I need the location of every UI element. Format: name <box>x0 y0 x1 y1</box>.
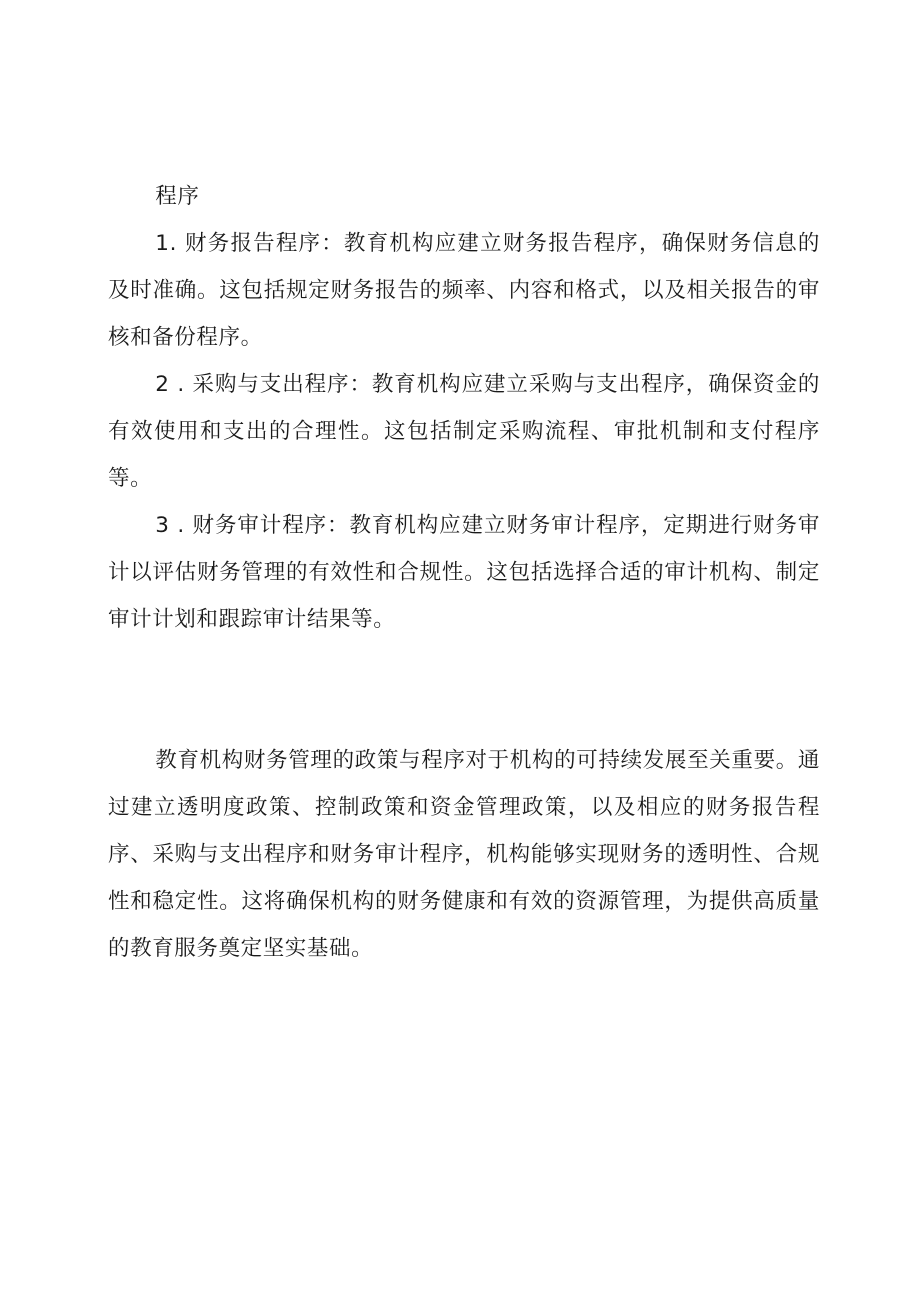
procedure-item-financial-audit: 3 . 财务审计程序：教育机构应建立财务审计程序，定期进行财务审计以评估财务管理的有效性和合规性。这包括选择合适的审计机构、制定审计计划和跟踪审计结果等。 <box>108 513 820 632</box>
section-spacer <box>108 643 820 737</box>
document-body <box>108 173 820 972</box>
section-heading: 程序 <box>155 184 200 209</box>
procedure-item-procurement-expenditure: 2 . 采购与支出程序：教育机构应建立采购与支出程序，确保资金的有效使用和支出的合理性。这包括制定采购流程、审批机制和支付程序等。 <box>108 372 820 491</box>
conclusion-paragraph: 教育机构财务管理的政策与程序对于机构的可持续发展至关重要。通过建立透明度政策、控制政策和资金管理政策，以及相应的财务报告程序、采购与支出程序和财务审计程序，机构能够实现财务的透明性、合规性和稳定性。这将确保机构的财务健康和有效的资源管理，为提供高质量的教育服务奠定坚实基础。 <box>108 748 820 961</box>
procedure-item-financial-reporting: 1. 财务报告程序：教育机构应建立财务报告程序，确保财务信息的及时准确。这包括规定财务报告的频率、内容和格式，以及相关报告的审核和备份程序。 <box>108 231 820 350</box>
